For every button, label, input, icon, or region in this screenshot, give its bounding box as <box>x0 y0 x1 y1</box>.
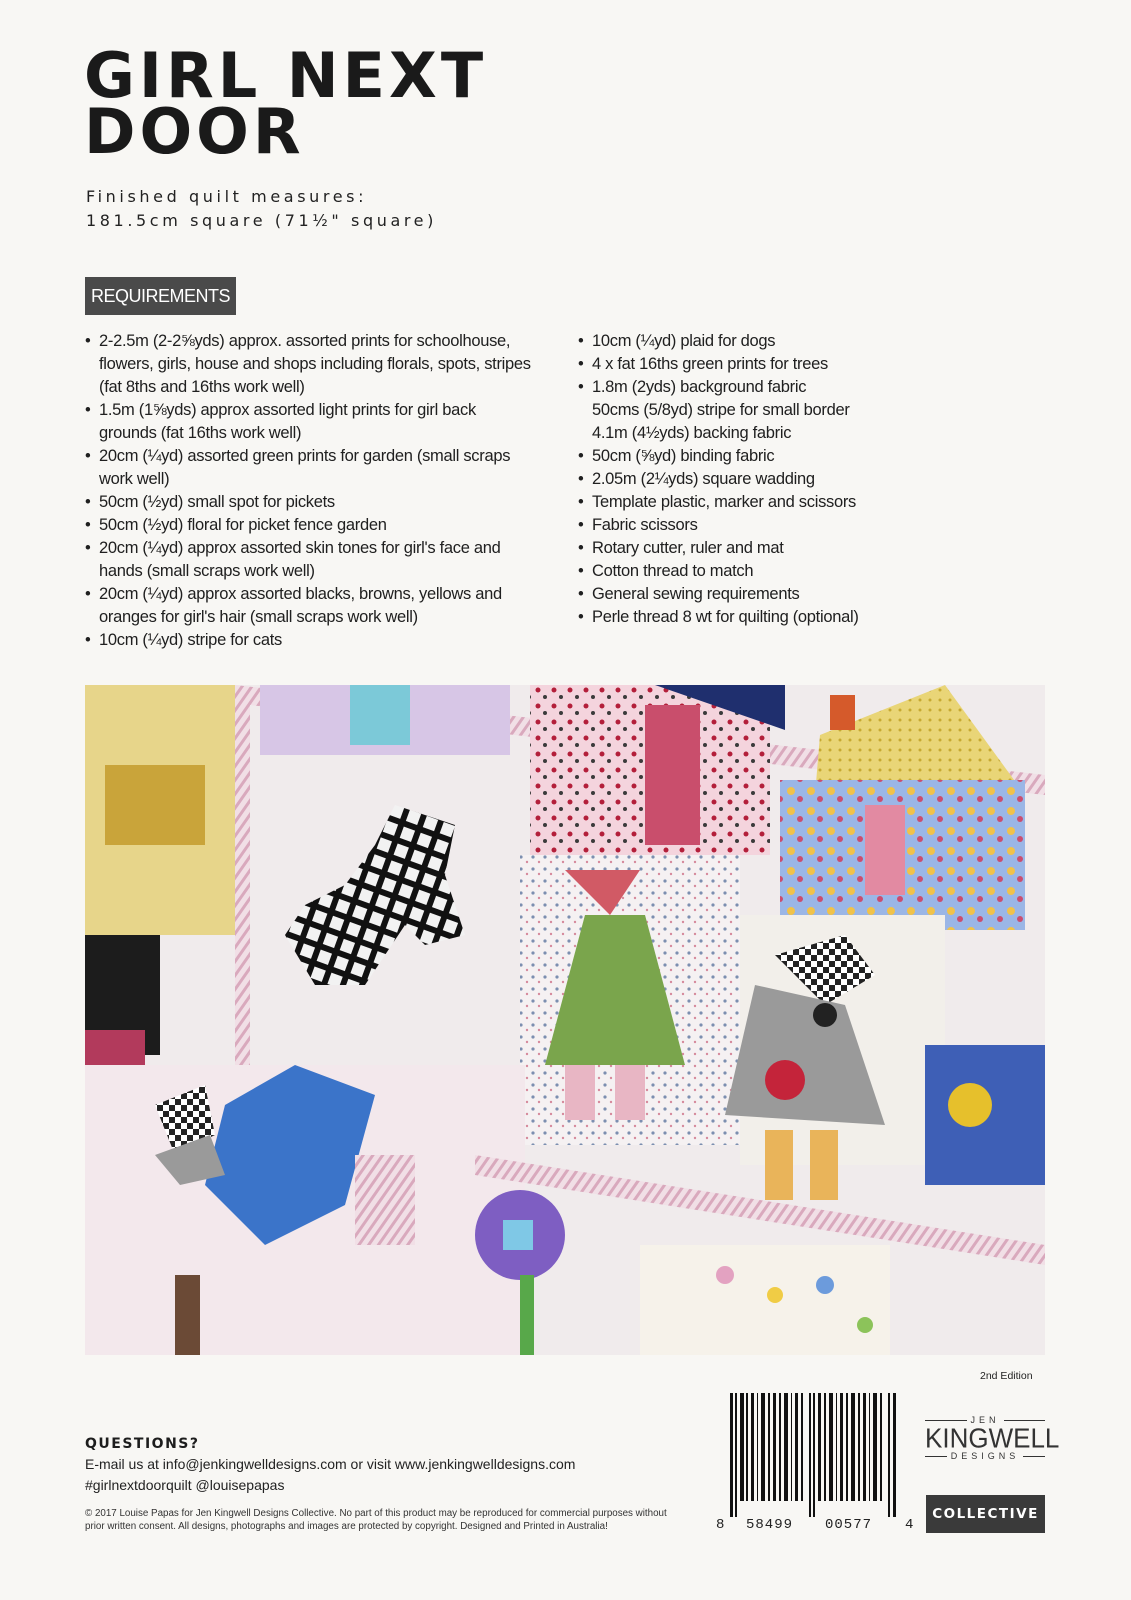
requirement-item: • Perle thread 8 wt for quilting (optional) <box>578 606 1048 629</box>
quilt-block <box>830 695 855 730</box>
quilt-block <box>503 1220 533 1250</box>
quilt-block <box>716 1266 734 1284</box>
requirement-item: • 10cm (¼yd) stripe for cats <box>85 629 555 652</box>
measure-line-1: Finished quilt measures: <box>86 187 368 206</box>
requirements-list-right <box>578 330 1048 629</box>
quilt-block <box>175 1275 200 1355</box>
requirement-item: • 50cm (½yd) floral for picket fence garden <box>85 514 555 537</box>
requirement-item: 4.1m (4½yds) backing fabric <box>592 424 792 442</box>
brand-logo <box>925 1415 1060 1461</box>
contact-line: E-mail us at info@jenkingwelldesigns.com or visit www.jenkingwelldesigns.com <box>85 1456 576 1472</box>
requirement-item: • 2.05m (2¼yds) square wadding <box>578 468 1048 491</box>
quilt-block <box>350 685 410 745</box>
requirement-item: • 50cm (½yd) small spot for pickets <box>85 491 555 514</box>
requirement-item: • General sewing requirements <box>578 583 1048 606</box>
quilt-block <box>816 1276 834 1294</box>
brand-name: KINGWELL <box>925 1422 1060 1454</box>
requirement-item: • 20cm (¼yd) approx assorted skin tones for girl's face and hands (small scraps work well) <box>85 537 555 583</box>
measure-line-2: 181.5cm square (71½" square) <box>86 211 437 230</box>
requirement-item: • 2-2.5m (2-2⅝yds) approx. assorted prints for schoolhouse, flowers, girls, house and shops including florals, spots, stripes (fat 8ths and 16ths work well) <box>85 330 555 399</box>
requirement-item: • 4 x fat 16ths green prints for trees <box>578 353 1048 376</box>
requirements-list-left <box>85 330 555 652</box>
requirement-item: • 1.8m (2yds) background fabric <box>578 376 1048 399</box>
social-line: #girlnextdoorquilt @louisepapas <box>85 1477 285 1493</box>
quilt-block <box>865 805 905 895</box>
quilt-block <box>640 1245 890 1355</box>
requirement-item: • 20cm (¼yd) assorted green prints for garden (small scraps work well) <box>85 445 555 491</box>
pattern-title <box>84 39 488 168</box>
quilt-block <box>615 1065 645 1120</box>
quilt-block <box>355 1155 415 1245</box>
requirement-item: • Rotary cutter, ruler and mat <box>578 537 1048 560</box>
copyright-notice: © 2017 Louise Papas for Jen Kingwell Designs Collective. No part of this product may be reproduced for commercial purposes without prior written consent. All designs, photographs and images are protected by copyright. Designed and Printed in Australia! <box>85 1508 667 1532</box>
barcode-digits: 58499 <box>746 1517 794 1533</box>
requirement-item: • 20cm (¼yd) approx assorted blacks, browns, yellows and oranges for girl's hair (small scraps work well) <box>85 583 555 629</box>
brand-bottom: DESIGNS <box>925 1451 1045 1461</box>
requirements-heading: REQUIREMENTS <box>85 277 236 315</box>
brand-top: JEN <box>925 1415 1045 1425</box>
quilt-block <box>765 1060 805 1100</box>
quilt-block <box>810 1130 838 1200</box>
quilt-block <box>565 1065 595 1120</box>
finished-measurement <box>86 185 437 233</box>
quilt-illustration <box>85 685 1045 1355</box>
quilt-block <box>767 1287 783 1303</box>
quilt-block <box>105 765 205 845</box>
quilt-block <box>813 1003 837 1027</box>
barcode-digit: 4 <box>905 1517 915 1533</box>
requirement-item: • 1.5m (1⅝yds) approx assorted light prints for girl back grounds (fat 16ths work well) <box>85 399 555 445</box>
edition-label: 2nd Edition <box>980 1370 1033 1382</box>
requirement-item: • 10cm (¼yd) plaid for dogs <box>578 330 1048 353</box>
title-line-1: GIRL NEXT <box>84 39 488 112</box>
quilt-photo <box>85 685 1045 1355</box>
quilt-block <box>765 1130 793 1200</box>
collective-badge: COLLECTIVE <box>926 1495 1045 1533</box>
quilt-block <box>948 1083 992 1127</box>
quilt-block <box>645 705 700 845</box>
requirement-item: • 50cm (⅝yd) binding fabric <box>578 445 1048 468</box>
quilt-block <box>857 1317 873 1333</box>
title-line-2: DOOR <box>84 95 305 168</box>
barcode-digit: 8 <box>716 1517 726 1533</box>
barcode-digits: 00577 <box>825 1517 873 1533</box>
requirement-item: • Cotton thread to match <box>578 560 1048 583</box>
questions-heading: QUESTIONS? <box>85 1436 200 1452</box>
requirement-item: 50cms (5/8yd) stripe for small border <box>592 401 850 419</box>
requirement-item: • Fabric scissors <box>578 514 1048 537</box>
quilt-block <box>520 1275 534 1355</box>
barcode <box>730 1393 898 1517</box>
requirement-item: • Template plastic, marker and scissors <box>578 491 1048 514</box>
